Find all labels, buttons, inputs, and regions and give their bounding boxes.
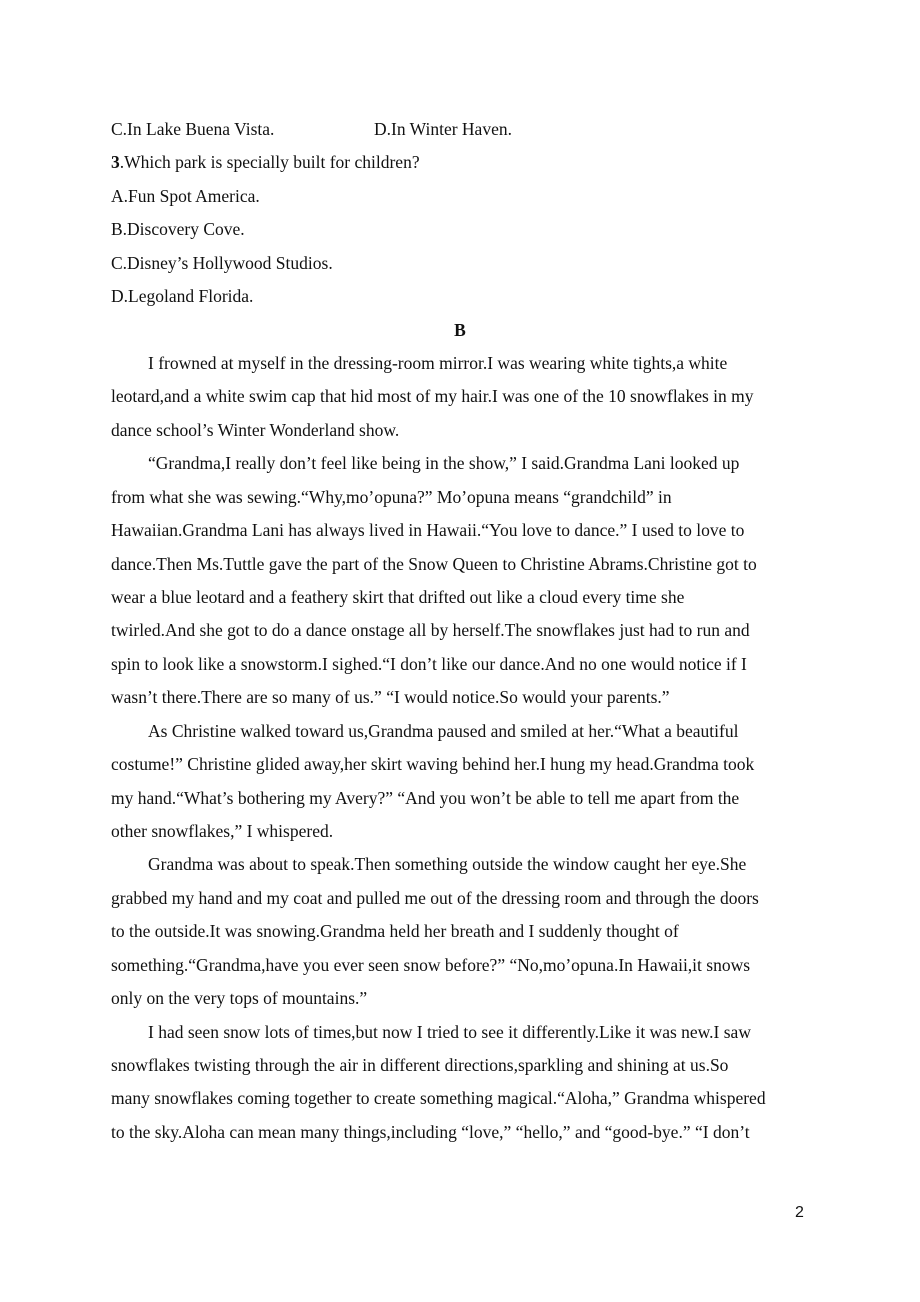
passage-line: costume!” Christine glided away,her skirt waving behind her.I hung my head.Grandma took [111,754,755,774]
passage-line: spin to look like a snowstorm.I sighed.“I don’t like our dance.And no one would notice if I [111,654,747,674]
passage-line: only on the very tops of mountains.” [111,988,368,1008]
passage-line: Hawaiian.Grandma Lani has always lived in Hawaii.“You love to dance.” I used to love to [111,520,745,540]
passage-line: dance school’s Winter Wonderland show. [111,420,400,440]
passage-line: I had seen snow lots of times,but now I tried to see it differently.Like it was new.I saw [148,1022,751,1042]
option-3d: D.Legoland Florida. [111,286,254,306]
option-2d: D.In Winter Haven. [374,119,512,139]
option-3b: B.Discovery Cove. [111,219,245,239]
passage-line: from what she was sewing.“Why,mo’opuna?” Mo’opuna means “grandchild” in [111,487,672,507]
passage-line: “Grandma,I really don’t feel like being in the show,” I said.Grandma Lani looked up [148,453,740,473]
passage-line: dance.Then Ms.Tuttle gave the part of the Snow Queen to Christine Abrams.Christine got to [111,554,757,574]
option-3c: C.Disney’s Hollywood Studios. [111,253,333,273]
section-heading: B [454,320,466,340]
passage-line: snowflakes twisting through the air in different directions,sparkling and shining at us.So [111,1055,729,1075]
passage-line: twirled.And she got to do a dance onstage all by herself.The snowflakes just had to run and [111,620,750,640]
passage-line: wear a blue leotard and a feathery skirt that drifted out like a cloud every time she [111,587,685,607]
passage-line: to the sky.Aloha can mean many things,including “love,” “hello,” and “good-bye.” “I don’t [111,1122,750,1142]
passage-line: other snowflakes,” I whispered. [111,821,334,841]
passage-line: grabbed my hand and my coat and pulled me out of the dressing room and through the doors [111,888,759,908]
passage-line: many snowflakes coming together to create something magical.“Aloha,” Grandma whispered [111,1088,766,1108]
passage-line: my hand.“What’s bothering my Avery?” “And you won’t be able to tell me apart from the [111,788,740,808]
page-number: 2 [795,1204,804,1221]
passage-line: Grandma was about to speak.Then something outside the window caught her eye.She [148,854,747,874]
option-3a: A.Fun Spot America. [111,186,260,206]
option-2c: C.In Lake Buena Vista. [111,119,275,139]
passage-line: to the outside.It was snowing.Grandma held her breath and I suddenly thought of [111,921,679,941]
passage-line: leotard,and a white swim cap that hid most of my hair.I was one of the 10 snowflakes in my [111,386,754,406]
question-number: 3 [111,152,120,172]
passage-line: As Christine walked toward us,Grandma paused and smiled at her.“What a beautiful [148,721,739,741]
passage-line: I frowned at myself in the dressing-room mirror.I was wearing white tights,a white [148,353,728,373]
question-3 [111,151,420,173]
question-text: .Which park is specially built for children? [119,152,420,172]
passage-line: wasn’t there.There are so many of us.” “I would notice.So would your parents.” [111,687,670,707]
passage-line: something.“Grandma,have you ever seen snow before?” “No,mo’opuna.In Hawaii,it snows [111,955,751,975]
